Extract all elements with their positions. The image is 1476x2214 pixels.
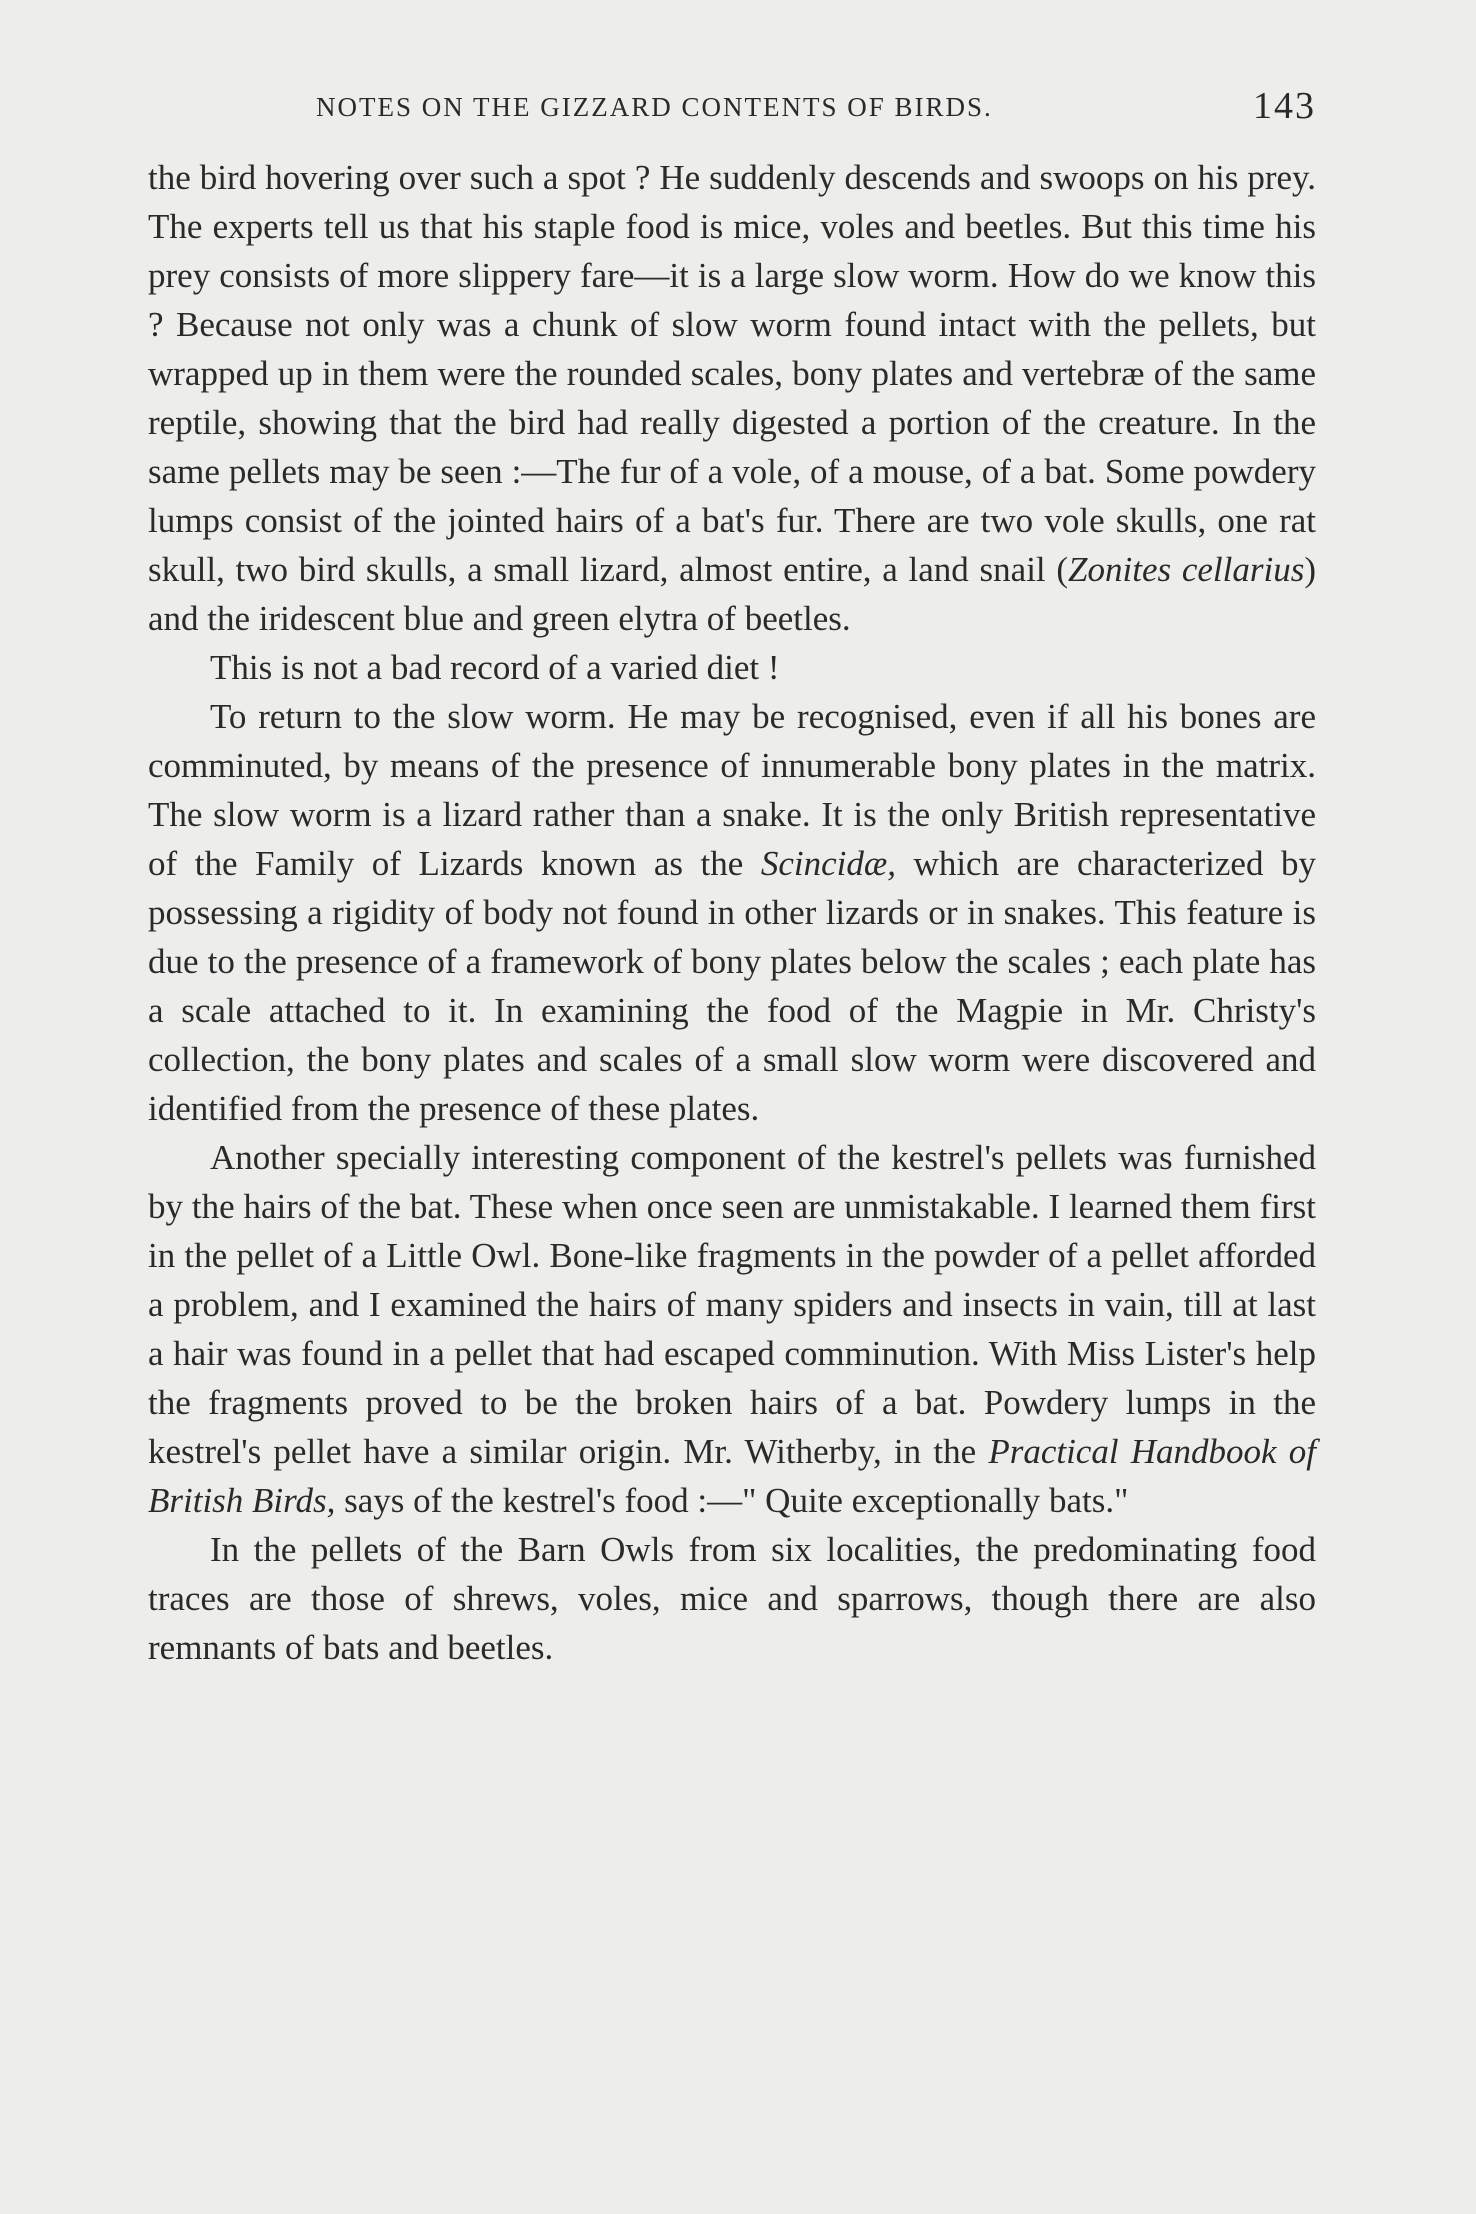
family-name-italic: Scincidæ, [760,844,896,883]
text-run: In the pellets of the Barn Owls from six localities, the predominating food traces are those of shrews, voles, mice and sparrows, though there are also remnants of bats and beetles. [148,1530,1316,1667]
text-run: To return to the slow worm. He may be recognised, even if all his bones are comminuted, by means of the presence of innumerable bony plates in the matrix. The slow worm is a lizard rather than a snake. It is the only British representative of the Family of Lizards known as the [148,697,1316,883]
species-name-italic: Zonites cellarius [1068,550,1305,589]
page-number: 143 [1253,85,1316,127]
paragraph-1 [148,153,1316,643]
running-head [148,84,1316,134]
text-run: ) and the iridescent blue and green elytra of beetles. [148,550,1316,638]
paragraph-4 [148,1133,1316,1525]
book-title-italic: Practical Handbook of British Birds, [148,1432,1316,1520]
text-run: Another specially interesting component of the kestrel's pellets was furnished by the hairs of the bat. These when once seen are unmistakable. I learned them first in the pellet of a Little Owl. Bone-like fragments in the powder of a pellet afforded a problem, and I examined the hairs of many spiders and insects in vain, till at last a hair was found in a pellet that had escaped comminution. With Miss Lister's help the fragments proved to be the broken hairs of a bat. Powdery lumps in the kestrel's pellet have a similar origin. Mr. Witherby, in the [148,1138,1316,1471]
paragraph-2 [148,643,1316,692]
text-run: the bird hovering over such a spot ? He suddenly descends and swoops on his prey. The experts tell us that his staple food is mice, voles and beetles. But this time his prey consists of more slippery fare—it is a large slow worm. How do we know this ? Because not only was a chunk of slow worm found intact with the pellets, but wrapped up in them were the rounded scales, bony plates and vertebræ of the same reptile, showing that the bird had really digested a portion of the creature. In the same pellets may be seen :—The fur of a vole, of a mouse, of a bat. Some powdery lumps consist of the jointed hairs of a bat's fur. There are two vole skulls, one rat skull, two bird skulls, a small lizard, almost entire, a land snail ( [148,158,1316,589]
text-run: which are characterized by possessing a rigidity of body not found in other lizards or in snakes. This feature is due to the presence of a framework of bony plates below the scales ; each plate has a scale attached to it. In examining the food of the Magpie in Mr. Christy's collection, the bony plates and scales of a small slow worm were discovered and identified from the presence of these plates. [148,844,1317,1128]
paragraph-3 [148,692,1316,1133]
text-run: says of the kestrel's food :—" Quite exceptionally bats." [335,1481,1129,1520]
paragraph-5 [148,1525,1316,1672]
body-text [148,153,1316,1672]
running-title: NOTES ON THE GIZZARD CONTENTS OF BIRDS. [316,92,993,122]
text-run: This is not a bad record of a varied diet ! [210,648,780,687]
